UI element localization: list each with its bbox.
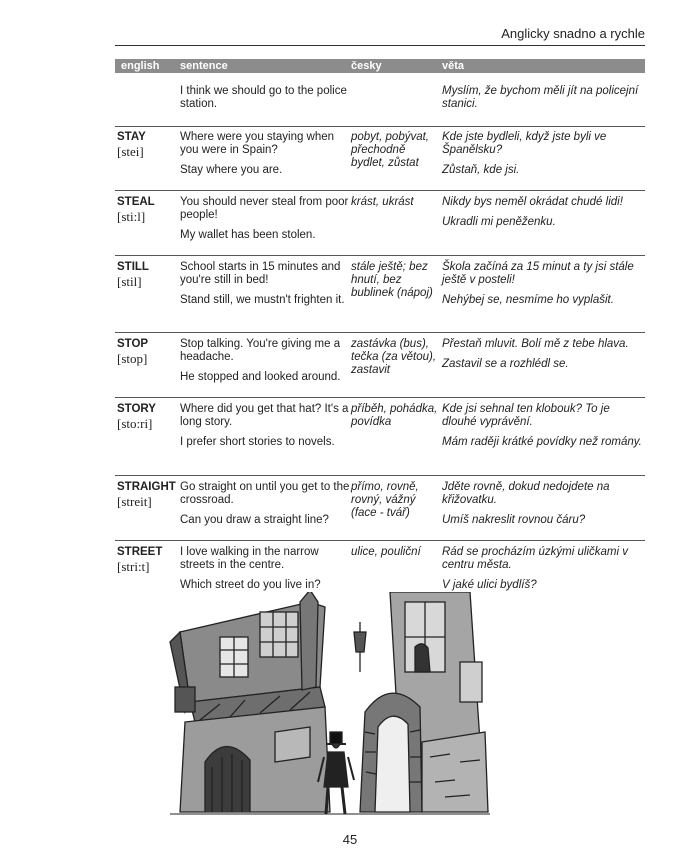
example-sentence: I prefer short stories to novels.	[180, 436, 335, 448]
table-header	[115, 59, 645, 73]
example-sentence: You should never steal from poor people!	[180, 196, 349, 221]
czech-sentence: Zastavil se a rozhlédl se.	[442, 358, 569, 370]
czech-sentence: Ukradli mi peněženku.	[442, 216, 556, 228]
sentence-cell	[180, 131, 352, 184]
table-row	[115, 398, 645, 476]
sentence-cell	[180, 261, 352, 314]
example-sentence: My wallet has been stolen.	[180, 229, 316, 241]
pronunciation: [stri:t]	[117, 559, 150, 574]
col-veta: věta	[442, 60, 465, 72]
czech-sentence: Škola začíná za 15 minut a ty jsi stále ještě v posteli!	[442, 261, 634, 286]
veta-cell	[442, 481, 642, 534]
word-cell	[117, 546, 162, 574]
czech-sentence: Umíš nakreslit rovnou čáru?	[442, 514, 586, 526]
pronunciation: [stil]	[117, 274, 142, 289]
sentence-cell	[180, 403, 352, 456]
example-sentence: I love walking in the narrow streets in the centre.	[180, 546, 319, 571]
veta-cell	[442, 131, 642, 184]
example-sentence: Stay where you are.	[180, 164, 283, 176]
word-cell	[117, 131, 146, 159]
example-sentence: School starts in 15 minutes and you're still in bed!	[180, 261, 341, 286]
word-cell	[117, 338, 148, 366]
cesky-cell: zastávka (bus), tečka (za větou), zastavit	[351, 338, 437, 376]
czech-sentence: Rád se procházím úzkými uličkami v centru města.	[442, 546, 628, 571]
headword: STRAIGHT	[117, 481, 176, 493]
col-english: english	[121, 60, 160, 72]
example-sentence: Go straight on until you get to the crossroad.	[180, 481, 350, 506]
table-row	[115, 476, 645, 541]
veta-cell	[442, 261, 642, 314]
example-sentence: Can you draw a straight line?	[180, 514, 329, 526]
headword: STILL	[117, 261, 149, 273]
pronunciation: [sti:l]	[117, 209, 146, 224]
header-rule	[115, 45, 645, 46]
sentence-cell	[180, 338, 352, 391]
table-row	[115, 80, 645, 127]
word-cell	[117, 481, 176, 509]
cesky-cell: pobyt, pobývat, přechodně bydlet, zůstat	[351, 131, 429, 169]
example-sentence: Stop talking. You're giving me a headache.	[180, 338, 341, 363]
veta-cell	[442, 85, 642, 118]
headword: STEAL	[117, 196, 155, 208]
running-head: Anglicky snadno a rychle	[501, 26, 645, 41]
cesky-cell: ulice, pouliční	[351, 546, 421, 558]
pronunciation: [streit]	[117, 494, 152, 509]
veta-cell	[442, 403, 642, 456]
czech-sentence: Kde jste bydleli, když jste byli ve Španělsku?	[442, 131, 607, 156]
pronunciation: [stop]	[117, 351, 148, 366]
table-row	[115, 191, 645, 256]
example-sentence: Stand still, we mustn't frighten it.	[180, 294, 345, 306]
veta-cell	[442, 196, 642, 236]
headword: STREET	[117, 546, 163, 558]
word-cell	[117, 196, 155, 224]
sentence-cell	[180, 481, 352, 534]
sentence-cell	[180, 85, 352, 118]
page-number: 45	[342, 832, 358, 847]
example-sentence: Which street do you live in?	[180, 579, 321, 591]
table-row	[115, 126, 645, 191]
cesky-cell: krást, ukrást	[351, 196, 414, 208]
cesky-cell: příběh, pohádka, povídka	[351, 403, 438, 428]
czech-sentence: Nikdy bys neměl okrádat chudé lidi!	[442, 196, 623, 208]
headword: STORY	[117, 403, 156, 415]
table-row	[115, 541, 645, 593]
czech-sentence: Jděte rovně, dokud nedojdete na křižovatku.	[442, 481, 610, 506]
example-sentence: He stopped and looked around.	[180, 371, 341, 383]
czech-sentence: Mám raději krátké povídky než romány.	[442, 436, 642, 448]
veta-cell	[442, 338, 642, 378]
col-sentence: sentence	[180, 60, 228, 72]
czech-sentence: Zůstaň, kde jsi.	[442, 164, 520, 176]
street-illustration	[160, 592, 495, 816]
table-row	[115, 333, 645, 398]
table-row	[115, 256, 645, 333]
col-cesky: česky	[351, 60, 382, 72]
cesky-cell: stále ještě; bez hnutí, bez bublinek (nápoj)	[351, 261, 433, 299]
czech-sentence: Myslím, že bychom měli jít na policejní stanici.	[442, 85, 639, 110]
pronunciation: [sto:ri]	[117, 416, 153, 431]
czech-sentence: Nehýbej se, nesmíme ho vyplašit.	[442, 294, 614, 306]
word-cell	[117, 403, 156, 431]
headword: STOP	[117, 338, 149, 350]
word-cell	[117, 261, 149, 289]
example-sentence: Where did you get that hat? It's a long story.	[180, 403, 349, 428]
example-sentence: Where were you staying when you were in Spain?	[180, 131, 335, 156]
pronunciation: [stei]	[117, 144, 144, 159]
czech-sentence: V jaké ulici bydlíš?	[442, 579, 537, 591]
headword: STAY	[117, 131, 146, 143]
example-sentence: I think we should go to the police station.	[180, 85, 347, 110]
cesky-cell: přímo, rovně, rovný, vážný (face - tvář)	[351, 481, 419, 519]
czech-sentence: Přestaň mluvit. Bolí mě z tebe hlava.	[442, 338, 629, 350]
czech-sentence: Kde jsi sehnal ten klobouk? To je dlouhé vyprávění.	[442, 403, 610, 428]
sentence-cell	[180, 196, 352, 249]
